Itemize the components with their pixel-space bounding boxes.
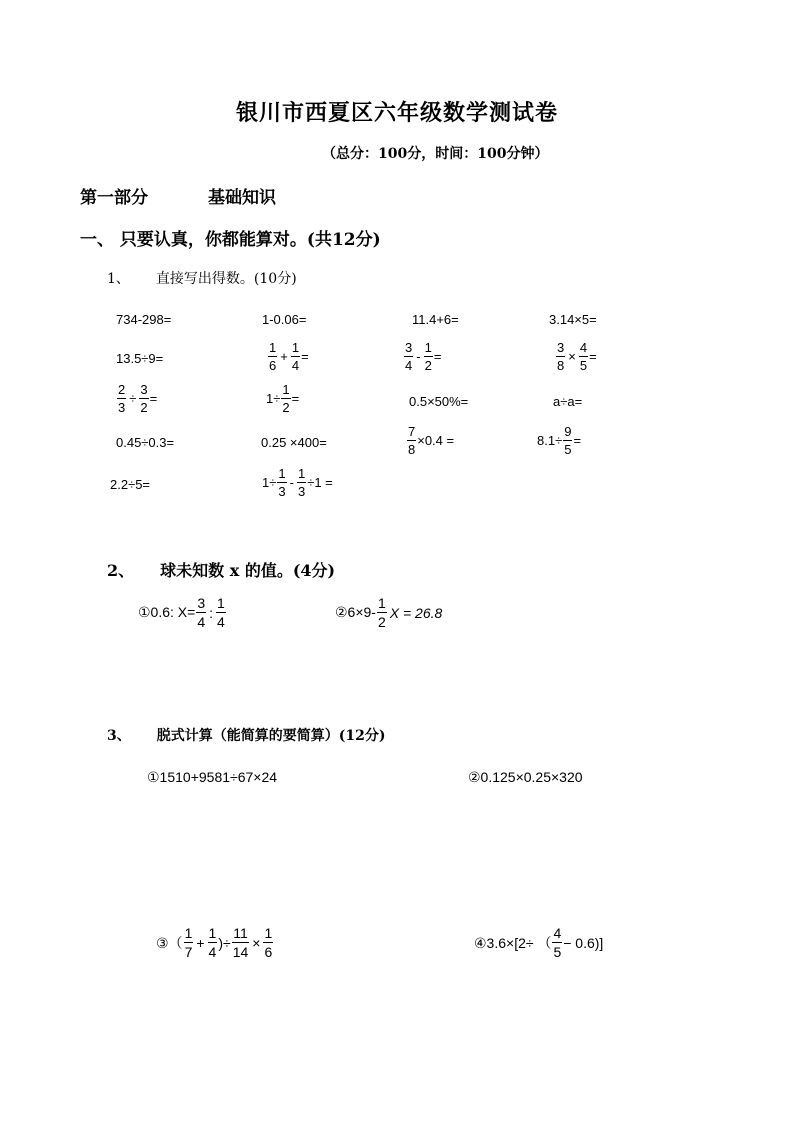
fraction: $\frac{4}{5}$ [553,925,562,960]
fraction: $\frac{2}{3}$ [118,382,126,415]
fraction: $\frac{4}{5}$ [579,340,588,373]
calc-item: 1÷ $\frac{1}{3}$ - $\frac{1}{3}$ ÷1 = [262,466,333,499]
fraction: $\frac{1}{6}$ [269,340,277,373]
expression-2: ②0.125×0.25×320 [468,769,583,785]
fraction: $\frac{1}{7}$ [184,925,193,960]
calc-item: $\frac{3}{4}$ - $\frac{1}{2}$ = [405,340,442,373]
equation-2: ②6×9- $\frac{1}{2}$ X = 26.8 [335,595,443,630]
fraction: $\frac{3}{4}$ [405,340,413,373]
question-number: 1、 [107,271,130,287]
fraction: $\frac{7}{8}$ [408,424,416,457]
expression-1: ①1510+9581÷67×24 [147,769,278,785]
fraction: $\frac{1}{3}$ [297,466,306,499]
calc-item: 3.14×5= [549,312,597,327]
question-number: 3、 [107,728,131,744]
calc-item: 2.2÷5= [110,477,151,492]
equation-1: ①0.6: X= $\frac{3}{4}$ : $\frac{1}{4}$ [138,595,225,630]
expression-4: ④3.6×[2÷ （ $\frac{4}{5}$ − 0.6)] [474,925,604,960]
part-label: 第一部分 [80,188,148,208]
calc-item: 1÷ $\frac{1}{2}$ = [266,382,300,415]
fraction: $\frac{3}{4}$ [197,595,206,630]
question-text: 球未知数 x 的值。(4分) [160,561,336,580]
question-text: 直接写出得数。(10分) [155,271,297,287]
calc-item: 0.25 ×400= [261,435,327,450]
question-text: 脱式计算（能简算的要简算）(12分) [156,728,386,744]
fraction: $\frac{1}{3}$ [278,466,286,499]
fraction: $\frac{3}{2}$ [140,382,148,415]
section-one-title: 一、 只要认真，你都能算对。(共12分) [80,230,381,250]
fraction: $\frac{1}{2}$ [424,340,432,373]
calc-item: $\frac{3}{8}$ × $\frac{4}{5}$ = [557,340,597,373]
question-2-title [107,558,335,581]
question-number: 2、 [107,561,135,580]
fraction: $\frac{3}{8}$ [557,340,565,373]
calc-item: 11.4+6= [412,312,459,327]
fraction: $\frac{1}{4}$ [217,595,225,630]
calc-item: $\frac{1}{6}$ + $\frac{1}{4}$ = [269,340,309,373]
calc-item: 734-298= [116,312,172,327]
part-heading [80,183,276,208]
fraction: $\frac{1}{4}$ [208,925,217,960]
fraction: $\frac{1}{2}$ [282,382,290,415]
question-3-title [107,725,385,745]
calc-item: a÷a= [553,394,583,409]
question-1-title [107,268,297,288]
calc-item: 8.1÷ $\frac{9}{5}$ = [537,424,582,457]
fraction: $\frac{11}{14}$ [232,925,249,960]
fraction: $\frac{1}{6}$ [264,925,273,960]
page-title: 银川市西夏区六年级数学测试卷 [235,100,558,126]
calc-item: $\frac{7}{8}$ ×0.4 = [408,424,455,457]
exam-info: （总分：100分，时间：100分钟） [322,146,549,162]
calc-item: 0.5×50%= [409,394,469,409]
fraction: $\frac{1}{4}$ [291,340,300,373]
fraction: $\frac{1}{2}$ [377,595,386,630]
calc-item: 13.5÷9= [116,351,164,366]
part-name: 基础知识 [208,188,276,208]
calc-item: 1-0.06= [262,312,307,327]
calc-item: 0.45÷0.3= [116,435,175,450]
expression-3: ③（ $\frac{1}{7}$ + $\frac{1}{4}$ )÷ $\frac{11}{14}$ × $\frac{1}{6}$ [156,925,273,960]
fraction: $\frac{9}{5}$ [564,424,572,457]
calc-item: $\frac{2}{3}$ ÷ $\frac{3}{2}$ = [118,382,158,415]
